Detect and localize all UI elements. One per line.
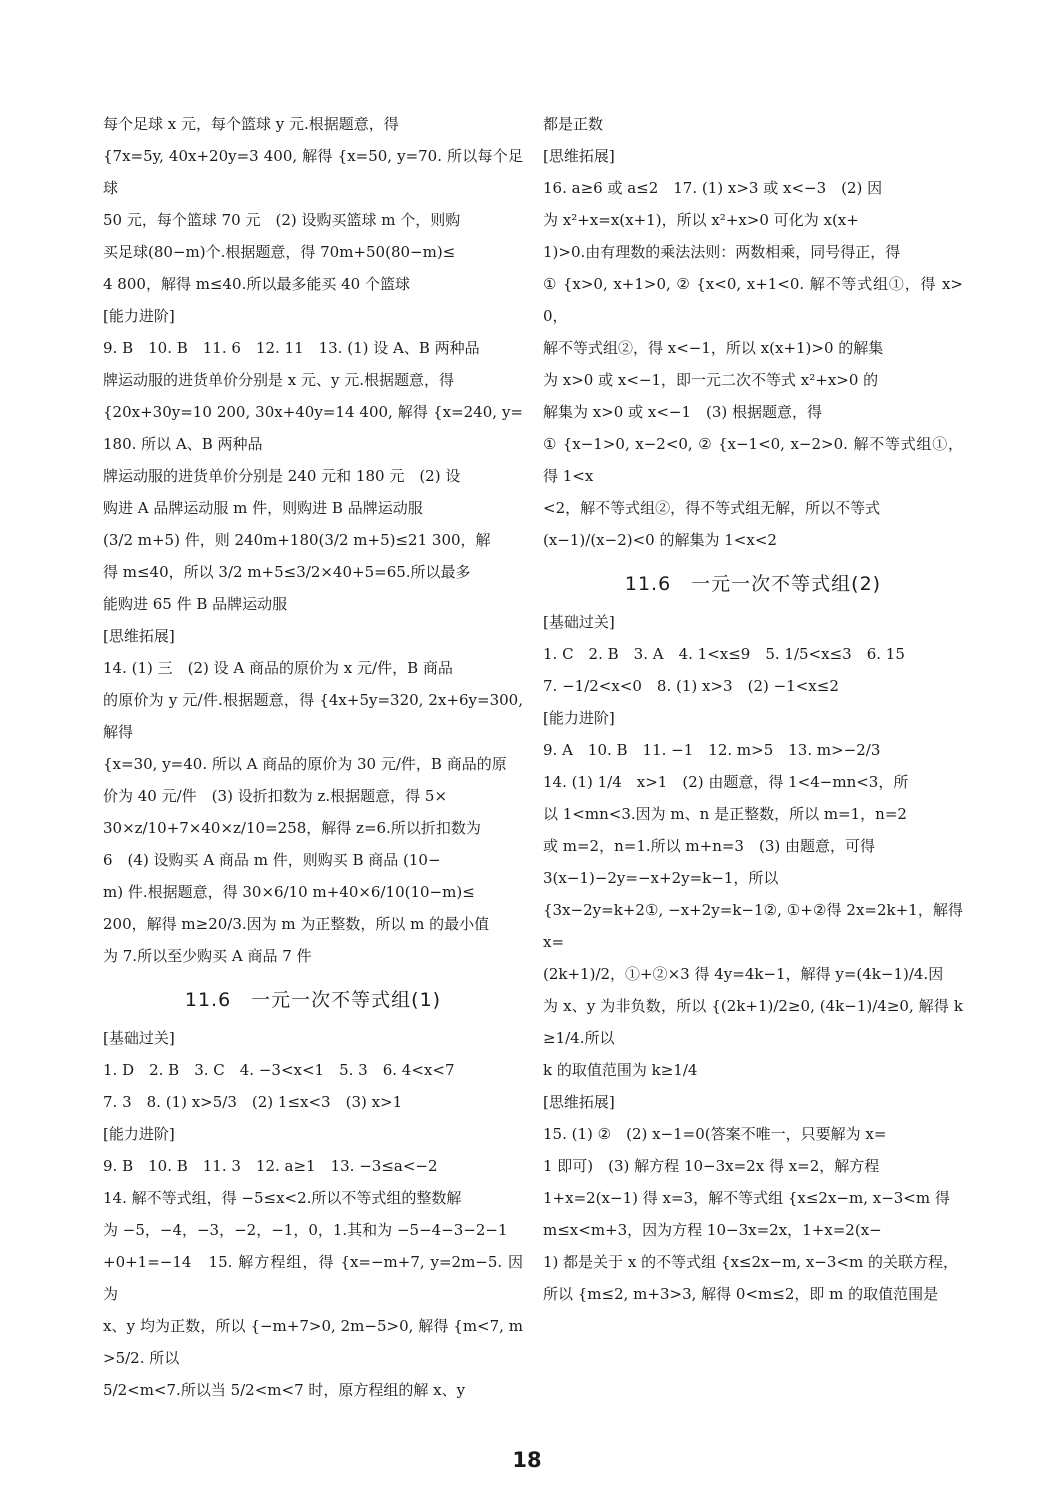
answer-line: 15. (1) ② (2) x−1=0(答案不唯一，只要解为 x=: [543, 1125, 887, 1143]
subheading-ability: [能力进阶]: [103, 307, 175, 325]
right-column: [543, 108, 963, 1310]
answer-line: 为 x>0 或 x<−1，即一元二次不等式 x²+x>0 的: [543, 371, 879, 389]
answer-block: [543, 108, 963, 140]
page-number: 18: [512, 1448, 542, 1472]
subheading-expand: [思维拓展]: [103, 627, 175, 645]
subheading-expand: [思维拓展]: [543, 1093, 615, 1111]
answer-line: (2k+1)/2，①+②×3 得 4y=4k−1，解得 y=(4k−1)/4.因: [543, 965, 944, 983]
answer-line: 7. −1/2<x<0 8. (1) x>3 (2) −1<x≤2: [543, 677, 839, 695]
answer-line: 每个足球 x 元，每个篮球 y 元.根据题意，得: [103, 115, 399, 133]
answer-line: m≤x<m+3，因为方程 10−3x=2x，1+x=2(x−: [543, 1221, 882, 1239]
answer-line: 解不等式组②，得 x<−1，所以 x(x+1)>0 的解集: [543, 339, 884, 357]
answer-line: 7. 3 8. (1) x>5/3 (2) 1≤x<3 (3) x>1: [103, 1093, 403, 1111]
answer-line: 3(x−1)−2y=−x+2y=k−1，所以: [543, 869, 779, 887]
answer-line: 以 1<mn<3.因为 m、n 是正整数，所以 m=1，n=2: [543, 805, 907, 823]
answer-block: [103, 1054, 523, 1118]
answer-line: 1) 都是关于 x 的不等式组 {x≤2x−m, x−3<m 的关联方程，: [543, 1253, 958, 1271]
section-title: 11.6 一元一次不等式组(2): [624, 573, 882, 595]
answer-line: (3/2 m+5) 件，则 240m+180(3/2 m+5)≤21 300，解: [103, 531, 491, 549]
answer-line: 1. D 2. B 3. C 4. −3<x<1 5. 3 6. 4<x<7: [103, 1061, 455, 1079]
answer-line: ① {x−1>0, x−2<0, ② {x−1<0, x−2>0. 解不等式组①，得 1<x: [543, 435, 963, 485]
answer-line: <2，解不等式组②，得不等式组无解，所以不等式: [543, 499, 881, 517]
answer-line: ① {x>0, x+1>0, ② {x<0, x+1<0. 解不等式组①，得 x>0，: [543, 275, 963, 325]
answer-line: 为 −5，−4，−3，−2，−1，0，1.其和为 −5−4−3−2−1: [103, 1221, 508, 1239]
subheading-ability: [能力进阶]: [103, 1125, 175, 1143]
answer-line: 得 m≤40，所以 3/2 m+5≤3/2×40+5=65.所以最多: [103, 563, 471, 581]
answer-block: [103, 332, 523, 620]
answer-line: 14. 解不等式组，得 −5≤x<2.所以不等式组的整数解: [103, 1189, 462, 1207]
answer-line: 6 (4) 设购买 A 商品 m 件，则购买 B 商品 (10−: [103, 851, 441, 869]
subheading-expand: [思维拓展]: [543, 147, 615, 165]
answer-line: 50 元，每个篮球 70 元 (2) 设购买篮球 m 个，则购: [103, 211, 461, 229]
answer-line: 牌运动服的进货单价分别是 240 元和 180 元 (2) 设: [103, 467, 461, 485]
answer-block: [543, 172, 963, 556]
answer-line: 或 m=2，n=1.所以 m+n=3 (3) 由题意，可得: [543, 837, 875, 855]
answer-line: 200，解得 m≥20/3.因为 m 为正整数，所以 m 的最小值: [103, 915, 490, 933]
answer-block: [103, 1150, 523, 1406]
answer-line: m) 件.根据题意，得 30×6/10 m+40×6/10(10−m)≤: [103, 883, 475, 901]
answer-line: 牌运动服的进货单价分别是 x 元、y 元.根据题意，得: [103, 371, 455, 389]
answer-line: 9. B 10. B 11. 6 12. 11 13. (1) 设 A、B 两种品: [103, 339, 480, 357]
answer-line: 4 800，解得 m≤40.所以最多能买 40 个篮球: [103, 275, 410, 293]
left-column: [103, 108, 523, 1406]
answer-line: +0+1=−14 15. 解方程组，得 {x=−m+7, y=2m−5. 因为: [103, 1253, 523, 1303]
answer-line: 5/2<m<7.所以当 5/2<m<7 时，原方程组的解 x、y: [103, 1381, 466, 1399]
answer-line: {7x=5y, 40x+20y=3 400, 解得 {x=50, y=70. 所以每个足球: [103, 147, 523, 197]
answer-line: (x−1)/(x−2)<0 的解集为 1<x<2: [543, 531, 777, 549]
answer-line: 30×z/10+7×40×z/10=258，解得 z=6.所以折扣数为: [103, 819, 481, 837]
answer-block: [103, 108, 523, 300]
answer-line: 买足球(80−m)个.根据题意，得 70m+50(80−m)≤: [103, 243, 456, 261]
answer-line: 的原价为 y 元/件.根据题意，得 {4x+5y=320, 2x+6y=300, 解得: [103, 691, 523, 741]
answer-line: 为 x、y 为非负数，所以 {(2k+1)/2≥0, (4k−1)/4≥0, 解得 k≥1/4.所以: [543, 997, 963, 1047]
answer-line: 14. (1) 三 (2) 设 A 商品的原价为 x 元/件，B 商品: [103, 659, 453, 677]
answer-line: 9. A 10. B 11. −1 12. m>5 13. m>−2/3: [543, 741, 881, 759]
answer-line: 解集为 x>0 或 x<−1 (3) 根据题意，得: [543, 403, 823, 421]
answer-line: 为 7.所以至少购买 A 商品 7 件: [103, 947, 312, 965]
answer-line: 1+x=2(x−1) 得 x=3，解不等式组 {x≤2x−m, x−3<m 得: [543, 1189, 950, 1207]
answer-line: {3x−2y=k+2①, −x+2y=k−1②, ①+②得 2x=2k+1，解得 x=: [543, 901, 963, 951]
section-title: 11.6 一元一次不等式组(1): [184, 989, 442, 1011]
answer-line: 都是正数: [543, 115, 604, 133]
answer-line: 为 x²+x=x(x+1)，所以 x²+x>0 可化为 x(x+: [543, 211, 859, 229]
answer-line: {20x+30y=10 200, 30x+40y=14 400, 解得 {x=240, y=180. 所以 A、B 两种品: [103, 403, 523, 453]
subheading-ability: [能力进阶]: [543, 709, 615, 727]
answer-block: [543, 1118, 963, 1310]
subheading-basic: [基础过关]: [103, 1029, 175, 1047]
answer-line: 价为 40 元/件 (3) 设折扣数为 z.根据题意，得 5×: [103, 787, 448, 805]
answer-block: [543, 734, 963, 1086]
answer-line: k 的取值范围为 k≥1/4: [543, 1061, 698, 1079]
answer-line: 14. (1) 1/4 x>1 (2) 由题意，得 1<4−mn<3，所: [543, 773, 909, 791]
answer-line: 购进 A 品牌运动服 m 件，则购进 B 品牌运动服: [103, 499, 423, 517]
answer-block: [543, 638, 963, 702]
subheading-basic: [基础过关]: [543, 613, 615, 631]
answer-line: 9. B 10. B 11. 3 12. a≥1 13. −3≤a<−2: [103, 1157, 438, 1175]
answer-line: x、y 均为正数，所以 {−m+7>0, 2m−5>0, 解得 {m<7, m>5/2. 所以: [103, 1317, 523, 1367]
answer-line: {x=30, y=40. 所以 A 商品的原价为 30 元/件，B 商品的原: [103, 755, 507, 773]
answer-line: 能购进 65 件 B 品牌运动服: [103, 595, 288, 613]
answer-block: [103, 652, 523, 972]
answer-line: 1)>0.由有理数的乘法法则：两数相乘，同号得正，得: [543, 243, 901, 261]
answer-line: 所以 {m≤2, m+3>3, 解得 0<m≤2，即 m 的取值范围是: [543, 1285, 939, 1303]
answer-line: 1. C 2. B 3. A 4. 1<x≤9 5. 1/5<x≤3 6. 15: [543, 645, 905, 663]
answer-line: 1 即可) (3) 解方程 10−3x=2x 得 x=2，解方程: [543, 1157, 880, 1175]
answer-line: 16. a≥6 或 a≤2 17. (1) x>3 或 x<−3 (2) 因: [543, 179, 883, 197]
